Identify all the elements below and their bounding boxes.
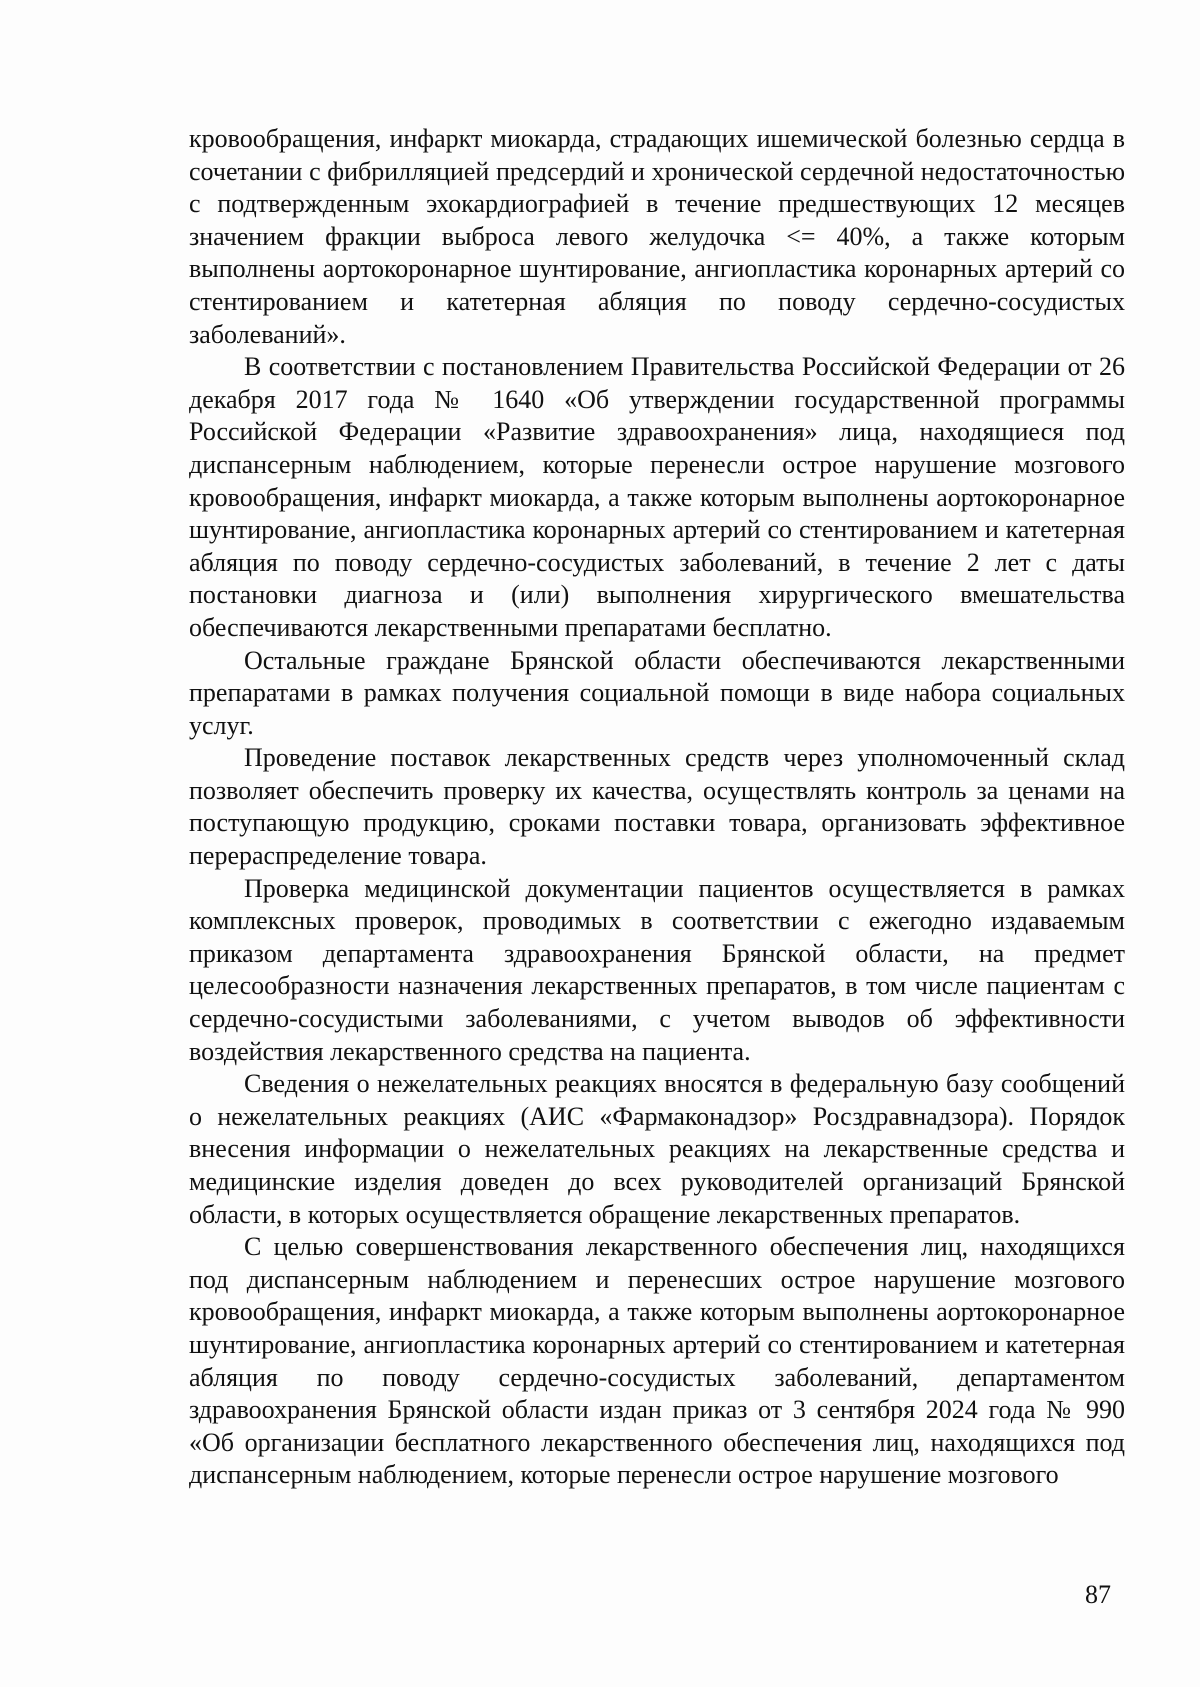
paragraph-continuation: кровообращения, инфаркт миокарда, страдающих ишемической болезнью сердца в сочетании с фибрилляцией предсердий и хронической сердечной недостаточностью с подтвержденным эхокардиографией в течение предшествующих 12 месяцев значением фракции выброса левого желудочка <= 40%, а также которым выполнены аортокоронарное шунтирование, ангиопластика коронарных артерий со стентированием и катетерная абляция по поводу сердечно-сосудистых заболеваний». [189, 124, 1125, 349]
paragraph-other-citizens: Остальные граждане Брянской области обеспечиваются лекарственными препаратами в рамках получения социальной помощи в виде набора социальных услуг. [189, 645, 1125, 740]
body-text [189, 123, 1125, 1492]
paragraph-order: С целью совершенствования лекарственного обеспечения лиц, находящихся под диспансерным наблюдением и перенесших острое нарушение мозгового кровообращения, инфаркт миокарда, а также которым выполнены аортокоронарное шунтирование, ангиопластика коронарных артерий со стентированием и катетерная абляция по поводу сердечно-сосудистых заболеваний, департаментом здравоохранения Брянской области издан приказ от 3 сентября 2024 года № 990 «Об организации бесплатного лекарственного обеспечения лиц, находящихся под диспансерным наблюдением, которые перенесли острое нарушение мозгового [189, 1232, 1125, 1490]
paragraph-documentation-check: Проверка медицинской документации пациентов осуществляется в рамках комплексных проверок, проводимых в соответствии с ежегодно издаваемым приказом департамента здравоохранения Брянской области, на предмет целесообразности назначения лекарственных препаратов, в том числе пациентам с сердечно-сосудистыми заболеваниями, с учетом выводов об эффективности воздействия лекарственного средства на пациента. [189, 873, 1125, 1066]
page-number: 87 [1085, 1580, 1111, 1609]
paragraph-government-decree: В соответствии с постановлением Правительства Российской Федерации от 26 декабря 2017 года № 1640 «Об утверждении государственной программы Российской Федерации «Развитие здравоохранения» лица, находящиеся под диспансерным наблюдением, которые перенесли острое нарушение мозгового кровообращения, инфаркт миокарда, а также которым выполнены аортокоронарное шунтирование, ангиопластика коронарных артерий со стентированием и катетерная абляция по поводу сердечно-сосудистых заболеваний, в течение 2 лет с даты постановки диагноза и (или) выполнения хирургического вмешательства обеспечиваются лекарственными препаратами бесплатно. [189, 352, 1125, 642]
paragraph-adverse-reactions: Сведения о нежелательных реакциях вносятся в федеральную базу сообщений о нежелательных реакциях (АИС «Фармаконадзор» Росздравнадзора). Порядок внесения информации о нежелательных реакциях на лекарственные средства и медицинские изделия доведен до всех руководителей организаций Брянской области, в которых осуществляется обращение лекарственных препаратов. [189, 1069, 1125, 1229]
paragraph-supply-warehouse: Проведение поставок лекарственных средств через уполномоченный склад позволяет обеспечить проверку их качества, осуществлять контроль за ценами на поступающую продукцию, сроками поставки товара, организовать эффективное перераспределение товара. [189, 743, 1125, 871]
